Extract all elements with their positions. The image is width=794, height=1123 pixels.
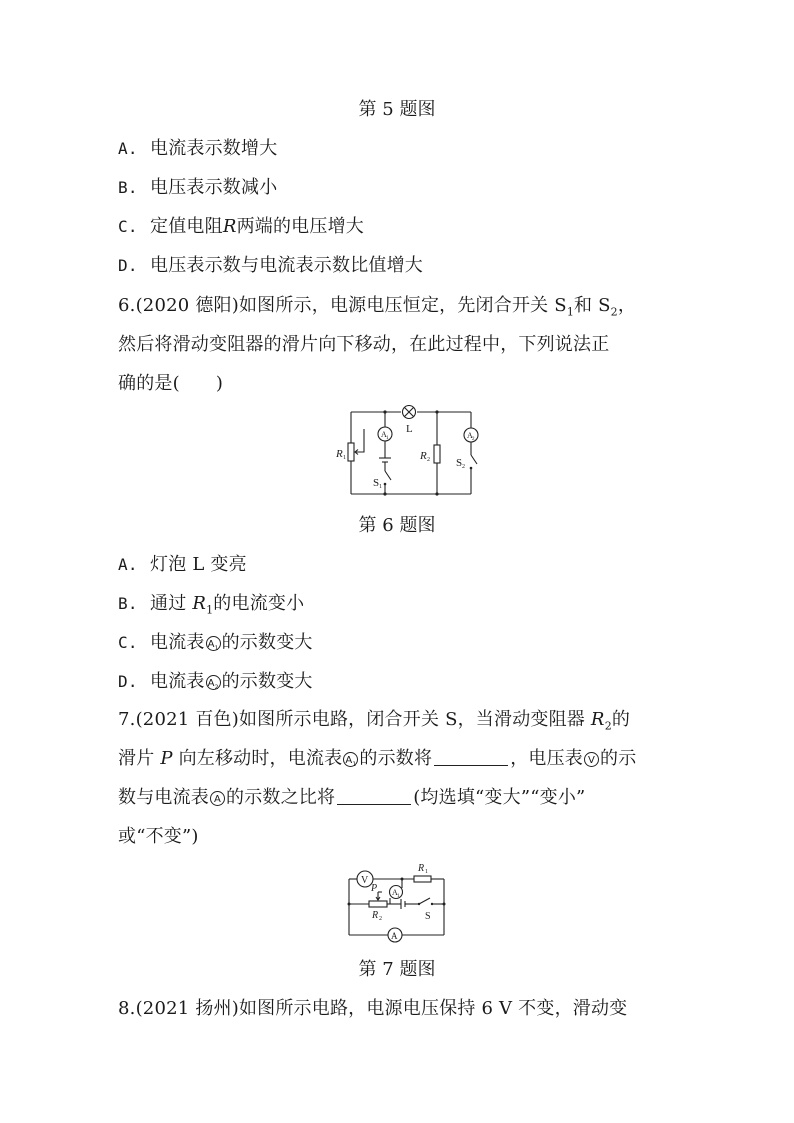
- svg-text:1: 1: [386, 436, 389, 441]
- label-r2: R: [420, 450, 427, 462]
- q7-stem-line-2: 滑片 P 向左移动时，电流表 $A_1$ 的示数将 ，电压表 V 的示: [118, 748, 637, 769]
- option-text: 两端的电压增大: [236, 216, 364, 237]
- label-r2: R: [372, 910, 379, 921]
- ammeter-a2-label: A: [467, 431, 473, 440]
- svg-text:2: 2: [427, 457, 430, 463]
- svg-text:2: 2: [379, 916, 382, 922]
- ammeter-a1-label: A: [381, 430, 387, 439]
- svg-text:2: 2: [462, 464, 465, 470]
- svg-text:1: 1: [343, 455, 346, 461]
- option-letter: B.: [118, 178, 138, 197]
- q6-circuit-diagram: [335, 405, 485, 500]
- option-letter: C.: [118, 217, 138, 236]
- q6-option-c[interactable]: C. 电流表 $A_1$ 的示数变大: [118, 632, 313, 653]
- figure-5-caption: 第 5 题图: [358, 99, 436, 120]
- svg-text:2: 2: [472, 437, 475, 442]
- q7-stem-line-4: 或“不变”): [118, 826, 199, 847]
- q8-stem-line-1: 8.(2021 扬州)如图所示电路，电源电压保持 6 V 不变，滑动变: [118, 998, 628, 1019]
- svg-text:1: 1: [425, 869, 428, 875]
- ammeter-a1-icon: $A_1$: [206, 636, 221, 651]
- label-r1: R: [418, 863, 425, 874]
- label-s1: S: [373, 477, 380, 489]
- svg-text:1: 1: [379, 484, 382, 490]
- label-l: L: [406, 423, 413, 435]
- q7-stem-line-3: 数与电流表 A 的示数之比将 (均选填“变大”“变小”: [118, 787, 586, 808]
- label-r1: R: [336, 448, 343, 460]
- ammeter-a2-icon: $A_2$: [206, 675, 221, 690]
- q7-circuit-diagram: [338, 858, 453, 948]
- option-letter: D.: [118, 256, 138, 275]
- q6-option-a[interactable]: A. 灯泡 L 变亮: [118, 554, 247, 575]
- option-text: 电流表示数增大: [150, 138, 278, 159]
- voltmeter-label: V: [361, 875, 369, 886]
- variable-r: R: [222, 216, 237, 237]
- ammeter-a1-label: A: [392, 888, 398, 897]
- voltmeter-icon: V: [584, 752, 599, 767]
- option-text: 电压表示数与电流表示数比值增大: [150, 255, 423, 276]
- ammeter-a1-icon: $A_1$: [343, 752, 358, 767]
- answer-blank-1[interactable]: [434, 747, 508, 766]
- label-s2: S: [456, 457, 463, 469]
- q7-stem-line-1: 7.(2021 百色)如图所示电路，闭合开关 S，当滑动变阻器 $R_2$的: [118, 709, 631, 733]
- q6-stem-line-3: 确的是( ): [118, 373, 224, 394]
- option-text: 定值电阻: [150, 216, 223, 237]
- figure-6-caption: 第 6 题图: [358, 515, 436, 536]
- q5-option-a[interactable]: [118, 137, 277, 161]
- svg-text:1: 1: [397, 894, 400, 899]
- q5-option-b[interactable]: [118, 176, 277, 200]
- q6-stem-line-2: 然后将滑动变阻器的滑片向下移动，在此过程中，下列说法正: [118, 334, 610, 355]
- ammeter-label: A: [391, 931, 398, 941]
- q6-option-d[interactable]: D. 电流表 $A_2$ 的示数变大: [118, 671, 313, 692]
- option-text: 电压表示数减小: [150, 177, 278, 198]
- figure-7-caption: 第 7 题图: [358, 959, 436, 980]
- q5-option-d[interactable]: [118, 254, 423, 278]
- answer-blank-2[interactable]: [337, 786, 411, 805]
- q6-stem-line-1: 6.(2020 德阳)如图所示，电源电压恒定，先闭合开关 $S_1$和 $S_2$，: [118, 295, 637, 319]
- option-letter: A.: [118, 139, 138, 158]
- label-p: P: [371, 883, 378, 894]
- q5-option-c[interactable]: [118, 215, 364, 239]
- q6-option-b[interactable]: B. 通过 $R_1$的电流变小: [118, 593, 305, 617]
- label-s: S: [425, 911, 431, 922]
- ammeter-icon: A: [210, 791, 225, 806]
